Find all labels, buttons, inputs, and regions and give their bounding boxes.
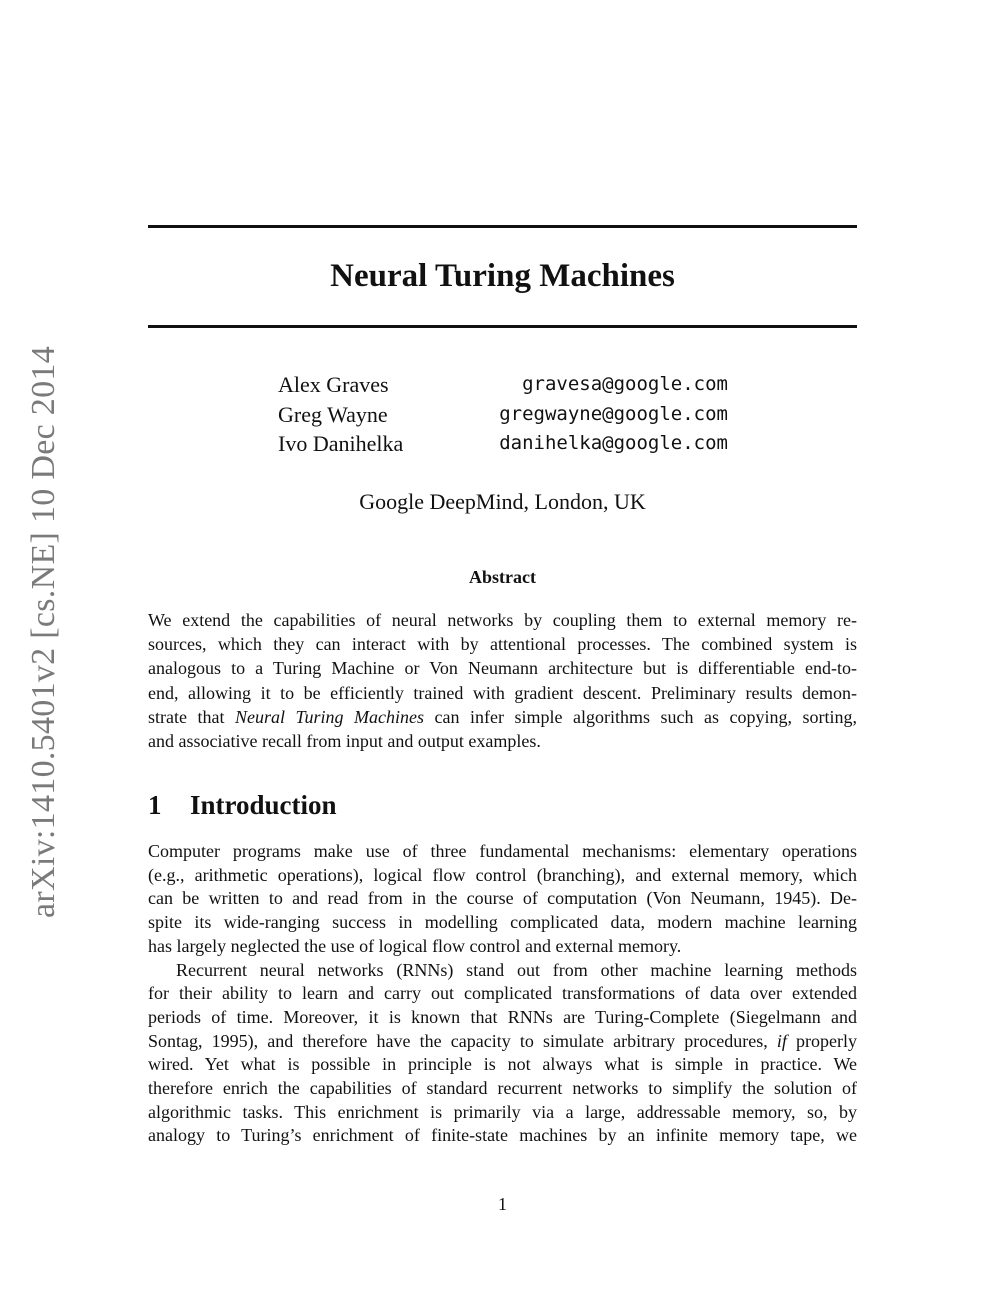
intro-line: (e.g., arithmetic operations), logical flow control (branching), and external memory, which xyxy=(148,864,857,885)
abstract-text: strate that xyxy=(148,706,235,727)
author-email: danihelka@google.com xyxy=(499,432,728,454)
introduction-body xyxy=(148,840,857,1148)
author-name: Ivo Danihelka xyxy=(278,431,404,456)
author-row xyxy=(278,400,728,430)
abstract-line: We extend the capabilities of neural networks by coupling them to external memory re- xyxy=(148,610,857,630)
paragraph xyxy=(148,959,857,1149)
section-number: 1 xyxy=(148,790,162,820)
section-heading xyxy=(148,787,337,823)
intro-line: spite its wide-ranging success in modelling complicated data, modern machine learning xyxy=(148,912,857,933)
title-bottom-rule xyxy=(148,325,857,328)
section-title: Introduction xyxy=(190,790,337,820)
author-email: gravesa@google.com xyxy=(522,373,728,395)
abstract-line: sources, which they can interact with by attentional processes. The combined system is xyxy=(148,634,857,655)
abstract-body xyxy=(148,608,857,753)
page-number: 1 xyxy=(498,1194,507,1214)
paragraph xyxy=(148,840,857,959)
abstract-line xyxy=(148,705,857,729)
abstract-text: can infer simple algorithms such as copying, sorting, xyxy=(424,706,857,727)
abstract-line: analogous to a Turing Machine or Von Neumann architecture but is differentiable end-to- xyxy=(148,658,857,679)
abstract-heading: Abstract xyxy=(469,567,536,587)
author-row xyxy=(278,370,728,400)
affiliation: Google DeepMind, London, UK xyxy=(359,489,646,514)
arxiv-identifier-stamp: arXiv:1410.5401v2 [cs.NE] 10 Dec 2014 xyxy=(25,346,62,918)
intro-emphasis: if xyxy=(776,1030,787,1051)
intro-line: Computer programs make use of three fundamental mechanisms: elementary operations xyxy=(148,841,857,861)
abstract-line: and associative recall from input and output examples. xyxy=(148,731,541,752)
intro-line: can be written to and read from in the course of computation (Von Neumann, 1945). De- xyxy=(148,888,857,909)
paper-title: Neural Turing Machines xyxy=(330,258,675,294)
abstract-line: end, allowing it to be efficiently trained with gradient descent. Preliminary results demon- xyxy=(148,682,857,703)
abstract-emphasis: Neural Turing Machines xyxy=(234,706,424,727)
intro-line: algorithmic tasks. This enrichment is primarily via a large, addressable memory, so, by xyxy=(148,1101,857,1122)
intro-text: properly xyxy=(786,1030,857,1051)
intro-line: periods of time. Moreover, it is known that RNNs are Turing-Complete (Siegelmann and xyxy=(148,1006,857,1027)
author-row xyxy=(278,429,728,459)
intro-text: Sontag, 1995), and therefore have the capacity to simulate arbitrary procedures, xyxy=(148,1030,777,1051)
intro-line: for their ability to learn and carry out complicated transformations of data over extended xyxy=(148,983,857,1004)
intro-line: has largely neglected the use of logical flow control and external memory. xyxy=(148,935,682,956)
title-top-rule xyxy=(148,225,857,228)
intro-line: wired. Yet what is possible in principle is not always what is simple in practice. We xyxy=(148,1054,857,1075)
author-email: gregwayne@google.com xyxy=(499,402,728,425)
intro-line: therefore enrich the capabilities of standard recurrent networks to simplify the solution of xyxy=(148,1078,857,1099)
author-name: Alex Graves xyxy=(278,372,389,397)
intro-line xyxy=(148,1030,857,1054)
intro-line: Recurrent neural networks (RNNs) stand out from other machine learning methods xyxy=(176,959,857,980)
author-block xyxy=(278,370,728,459)
author-name: Greg Wayne xyxy=(278,401,388,427)
intro-line: analogy to Turing’s enrichment of finite-state machines by an infinite memory tape, we xyxy=(148,1125,857,1146)
